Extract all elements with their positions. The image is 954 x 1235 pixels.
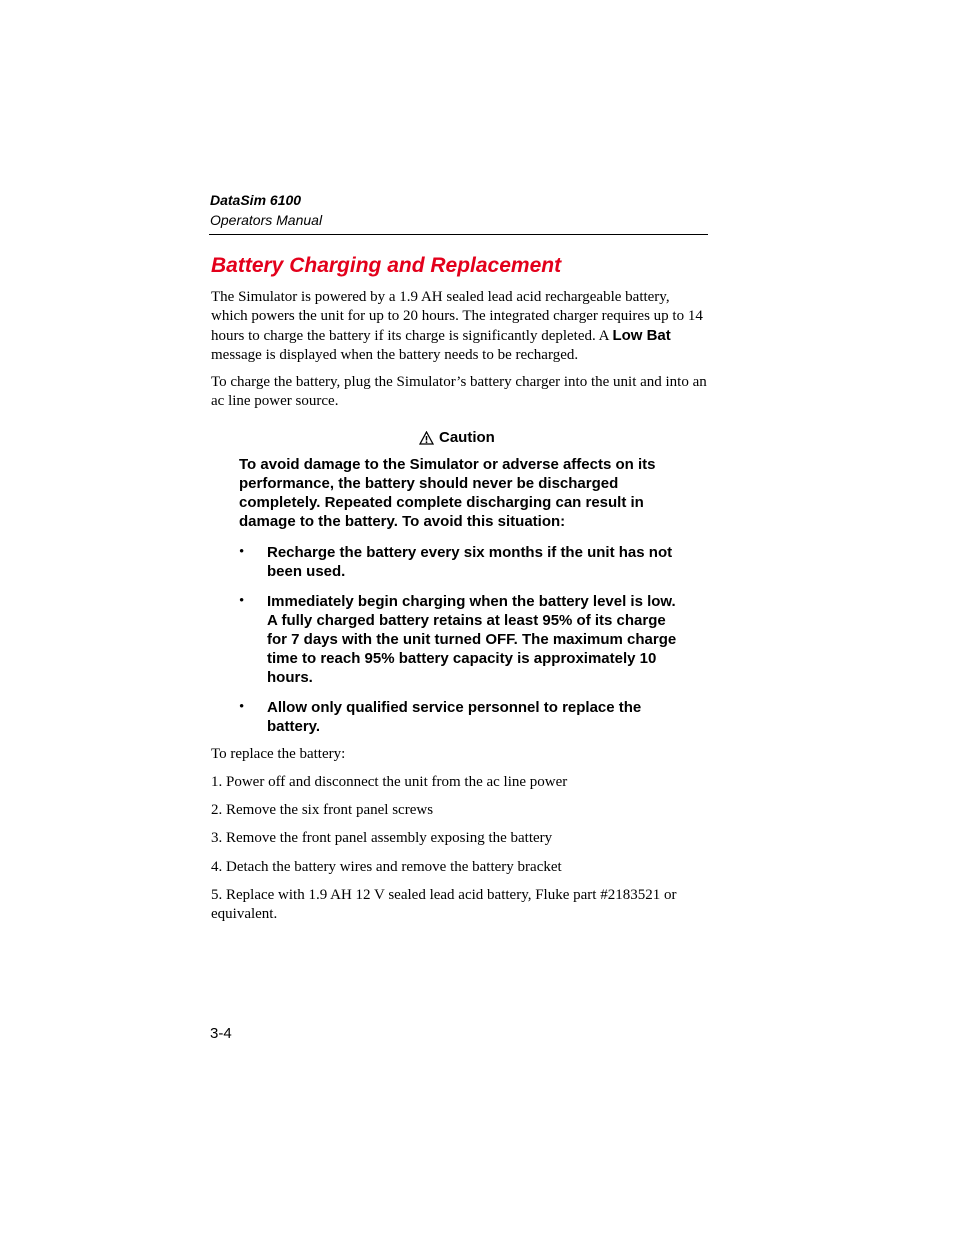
- caution-label: Caution: [439, 429, 495, 446]
- charge-paragraph: To charge the battery, plug the Simulator’s battery charger into the unit and into an ac line power source.: [211, 374, 707, 409]
- replace-step: 1. Power off and disconnect the unit from the ac line power: [211, 774, 568, 790]
- section-heading: Battery Charging and Replacement: [211, 254, 562, 277]
- header-subtitle: Operators Manual: [210, 212, 323, 228]
- caution-text: To avoid damage to the Simulator or adverse affects on its performance, the battery should never be discharged completely. Repeated complete discharging can result in damage to the battery. To avoid this situation:: [239, 456, 656, 530]
- caution-heading: [419, 429, 495, 446]
- intro-text-after: message is displayed when the battery needs to be recharged.: [211, 347, 579, 363]
- bullet-marker: •: [239, 699, 245, 715]
- warning-triangle-icon: [419, 431, 434, 445]
- caution-bullet-text: Allow only qualified service personnel to replace the battery.: [267, 699, 642, 735]
- header-title: DataSim 6100: [210, 192, 302, 208]
- replace-step: 3. Remove the front panel assembly exposing the battery: [211, 830, 553, 846]
- bullet-marker: •: [239, 544, 245, 560]
- bullet-marker: •: [239, 593, 245, 609]
- replace-step: 4. Detach the battery wires and remove the battery bracket: [211, 859, 562, 875]
- caution-bullet-text: Immediately begin charging when the battery level is low. A fully charged battery retains at least 95% of its charge for 7 days with the unit turned OFF. The maximum charge time to reach 95% battery capacity is approximately 10 hours.: [267, 593, 677, 686]
- replace-intro: To replace the battery:: [211, 746, 346, 762]
- header-rule: [209, 234, 708, 235]
- replace-step: 5. Replace with 1.9 AH 12 V sealed lead acid battery, Fluke part #2183521 or equivalent.: [211, 887, 677, 922]
- page-number: 3-4: [210, 1025, 232, 1042]
- intro-text-before: The Simulator is powered by a 1.9 AH sealed lead acid rechargeable battery, which powers the unit for up to 20 hours. The integrated charger requires up to 14 hours to charge the battery if its charge is significantly depleted. A: [211, 289, 703, 344]
- replace-step: 2. Remove the six front panel screws: [211, 802, 434, 818]
- caution-bullet-text: Recharge the battery every six months if the unit has not been used.: [267, 544, 673, 580]
- intro-paragraph: [211, 288, 707, 365]
- low-bat-label: Low Bat: [612, 327, 671, 344]
